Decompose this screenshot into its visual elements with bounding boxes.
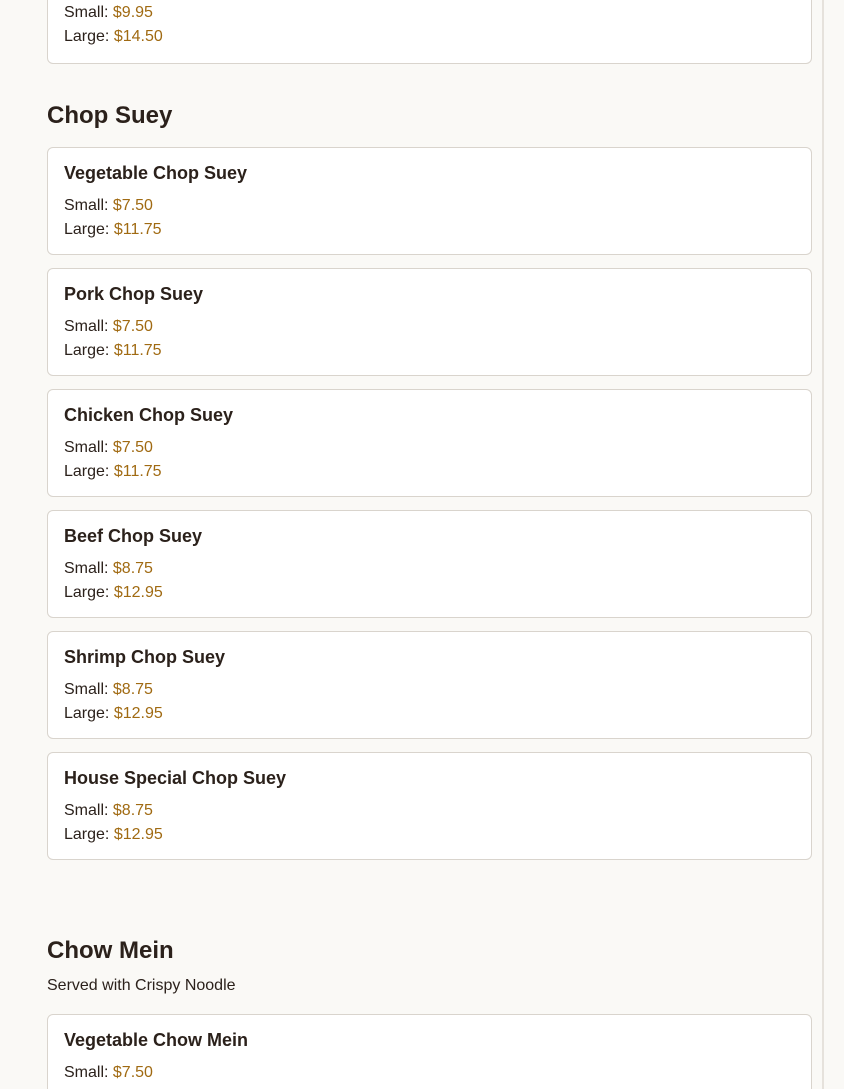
price-row-small xyxy=(64,1,795,25)
price-row-small xyxy=(64,436,795,460)
price-row-large xyxy=(64,218,795,242)
menu-item-card xyxy=(47,268,812,376)
item-name: Shrimp Chop Suey xyxy=(64,647,226,667)
section-chow-mein xyxy=(47,935,812,1089)
price-row-small xyxy=(64,194,795,218)
price-row-large xyxy=(64,581,795,605)
menu-item-card xyxy=(47,1014,812,1089)
page-edge-divider xyxy=(822,0,824,1089)
price-row-small xyxy=(64,799,795,823)
price-value: $14.50 xyxy=(113,28,163,45)
menu-item-card xyxy=(47,389,812,497)
price-value: $8.75 xyxy=(112,560,153,577)
section-note: Served with Crispy Noodle xyxy=(47,977,236,994)
menu-item-card xyxy=(47,0,812,64)
section-chop-suey xyxy=(47,100,812,873)
price-value: $11.75 xyxy=(113,221,162,238)
size-label: Small: xyxy=(64,4,109,21)
size-label: Small: xyxy=(64,439,109,456)
item-name: House Special Chop Suey xyxy=(64,768,287,788)
item-name: Chicken Chop Suey xyxy=(64,405,234,425)
price-row-large xyxy=(64,823,795,847)
price-value: $11.75 xyxy=(113,463,162,480)
size-label: Small: xyxy=(64,681,109,698)
size-label: Large: xyxy=(64,826,110,843)
price-value: $12.95 xyxy=(113,826,163,843)
size-label: Small: xyxy=(64,802,109,819)
price-row-large xyxy=(64,702,795,726)
price-value: $9.95 xyxy=(112,4,153,21)
price-row-small xyxy=(64,315,795,339)
price-value: $7.50 xyxy=(112,197,153,214)
price-value: $7.50 xyxy=(112,318,153,335)
price-value: $12.95 xyxy=(113,705,163,722)
size-label: Small: xyxy=(64,197,109,214)
price-value: $11.75 xyxy=(113,342,162,359)
size-label: Large: xyxy=(64,221,110,238)
section-title: Chow Mein xyxy=(47,937,174,964)
menu-item-card xyxy=(47,147,812,255)
size-label: Large: xyxy=(64,584,110,601)
price-row-large xyxy=(64,339,795,363)
item-name: Vegetable Chow Mein xyxy=(64,1030,249,1050)
item-name: Vegetable Chop Suey xyxy=(64,163,248,183)
size-label: Small: xyxy=(64,560,109,577)
section-title: Chop Suey xyxy=(47,102,173,129)
price-row-small xyxy=(64,557,795,581)
menu-item-card xyxy=(47,752,812,860)
price-row-small xyxy=(64,1061,795,1085)
size-label: Small: xyxy=(64,1064,109,1081)
price-value: $7.50 xyxy=(112,439,153,456)
price-value: $8.75 xyxy=(112,681,153,698)
menu-item-card xyxy=(47,510,812,618)
item-name: Pork Chop Suey xyxy=(64,284,204,304)
price-value: $8.75 xyxy=(112,802,153,819)
size-label: Small: xyxy=(64,318,109,335)
menu-item-card xyxy=(47,631,812,739)
item-name: Beef Chop Suey xyxy=(64,526,203,546)
price-value: $12.95 xyxy=(113,584,163,601)
size-label: Large: xyxy=(64,342,110,359)
price-row-small xyxy=(64,678,795,702)
size-label: Large: xyxy=(64,705,110,722)
price-row-large xyxy=(64,460,795,484)
size-label: Large: xyxy=(64,463,110,480)
price-value: $7.50 xyxy=(112,1064,153,1081)
price-row-large xyxy=(64,25,795,49)
size-label: Large: xyxy=(64,28,110,45)
